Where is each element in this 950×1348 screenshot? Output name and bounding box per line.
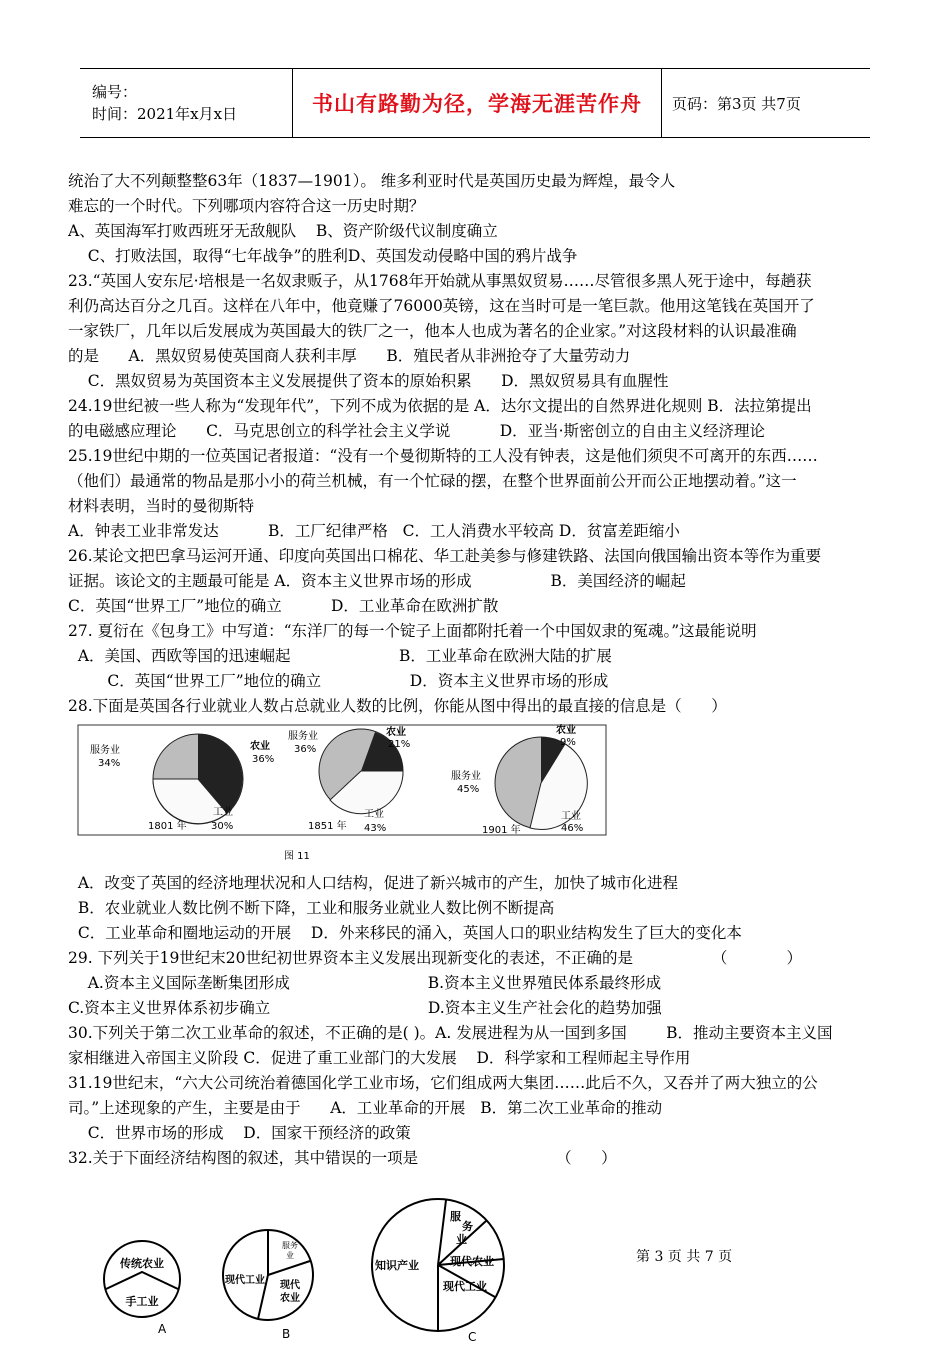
pie-1901	[451, 723, 587, 836]
text-line: 家相继进入帝国主义阶段 C．促进了重工业部门的大发展 D．科学家和工程师起主导作用	[68, 1049, 691, 1067]
structure-b-s1: 服务	[282, 1241, 298, 1250]
structure-a	[104, 1241, 180, 1336]
text-line: B．农业就业人数比例不断下降，工业和服务业就业人数比例不断提高	[68, 899, 555, 917]
text-line: C、打败法国，取得“七年战争”的胜利D、英国发动侵略中国的鸦片战争	[68, 247, 578, 265]
header-meta	[80, 69, 292, 137]
pie-1801-agri-pct: 36%	[252, 754, 275, 765]
text-line: 27. 夏衍在《包身工》中写道：“东洋厂的每一个锭子上面都附托着一个中国奴隶的冤魂。”这最能说明	[68, 622, 757, 640]
questions-block-a	[68, 169, 884, 719]
structure-c-t2: 务	[462, 1220, 473, 1233]
text-line: 24.19世纪被一些人称为“发现年代”，下列不成为依据的是 A．达尔文提出的自然界进化规则 B．法拉第提出	[68, 397, 812, 415]
pie-1801-agri-label: 农业	[250, 741, 270, 752]
pie-1901-agri-label: 农业	[556, 725, 576, 736]
text-line: 难忘的一个时代。下列哪项内容符合这一历史时期？	[68, 197, 425, 215]
text-line: C．英国“世界工厂”地位的确立 D．工业革命在欧洲扩散	[68, 597, 499, 615]
pie-1851-industry-pct: 43%	[364, 823, 387, 834]
pie-1801	[90, 734, 274, 832]
text-line: C．世界市场的形成 D．国家干预经济的政策	[68, 1124, 411, 1142]
pie-1801-services-label: 服务业	[90, 745, 120, 756]
figure-economic-structure	[100, 1193, 630, 1344]
doc-number-label: 编号：	[92, 83, 138, 101]
text-line: 的是 A．黑奴贸易使英国商人获利丰厚 B．殖民者从非洲抢夺了大量劳动力	[68, 347, 631, 365]
text-line: 29. 下列关于19世纪末20世纪初世界资本主义发展出现新变化的表述，不正确的是 （ ）	[68, 949, 802, 967]
pie-1801-year: 1801 年	[148, 821, 187, 832]
figure-caption: 图 11	[284, 851, 310, 862]
text-line: 25.19世纪中期的一位英国记者报道：“没有一个曼彻斯特的工人没有钟表，这是他们须臾不可离开的东西……	[68, 447, 818, 465]
structure-a-bottom: 手工业	[125, 1295, 159, 1308]
pie-1851-services-label: 服务业	[288, 731, 318, 742]
document-body	[68, 169, 884, 1171]
structure-c-t3: 业	[456, 1233, 467, 1246]
text-line: 一家铁厂，几年以后发展成为英国最大的铁厂之一，他本人也成为著名的企业家。”对这段材料的认识最准确	[68, 322, 797, 340]
text-line: 28.下面是英国各行业就业人数占总就业人数的比例，你能从图中得出的最直接的信息是（ ）	[68, 697, 727, 715]
text-line: C．黑奴贸易为英国资本主义发展提供了资本的原始积累 D．黑奴贸易具有血腥性	[68, 372, 669, 390]
pie-1851	[288, 725, 410, 834]
text-line: 材料表明，当时的曼彻斯特	[68, 497, 255, 515]
header-motto-cell	[292, 69, 662, 137]
text-line: A.资本主义国际垄断集团形成 B.资本主义世界殖民体系最终形成	[68, 974, 662, 992]
page-footer: 第 3 页 共 7 页	[636, 1249, 733, 1265]
structure-c-left: 知识产业	[375, 1259, 419, 1272]
text-line: 的电磁感应理论 C．马克思创立的科学社会主义学说 D．亚当·斯密创立的自由主义经济理论	[68, 422, 766, 440]
header-page-cell	[662, 69, 801, 137]
questions-block-b	[68, 871, 884, 1171]
text-line: 32.关于下面经济结构图的叙述，其中错误的一项是 （ ）	[68, 1149, 617, 1167]
structure-c-bottom: 现代工业	[443, 1280, 487, 1293]
text-line: A、英国海军打败西班牙无敌舰队 B、资产阶级代议制度确立	[68, 222, 498, 240]
pie-1801-services-pct: 34%	[98, 758, 121, 769]
structure-c-label: C	[468, 1330, 477, 1344]
structure-c-mid: 现代农业	[450, 1255, 494, 1268]
text-line: 统治了大不列颠整整63年（1837—1901）。 维多利亚时代是英国历史最为辉煌，最令人	[68, 172, 676, 190]
text-line: （他们）最通常的物品是那小小的荷兰机械，有一个忙碌的摆，在整个世界面前公开而公正地摆动着。”这一	[68, 472, 797, 490]
economic-structure-diagram	[100, 1193, 630, 1344]
text-line: A．改变了英国的经济地理状况和人口结构，促进了新兴城市的产生，加快了城市化进程	[68, 874, 679, 892]
text-line: 26.某论文把巴拿马运河开通、印度向英国出口棉花、华工赴美参与修建铁路、法国向俄国输出资本等作为重要	[68, 547, 822, 565]
pie-1851-year: 1851 年	[308, 821, 347, 832]
structure-b-right2: 农业	[280, 1293, 300, 1304]
text-line: C．工业革命和圈地运动的开展 D．外来移民的涌入，英国人口的职业结构发生了巨大的变化本	[68, 924, 742, 942]
structure-b-label: B	[282, 1327, 291, 1341]
pie-1901-services-pct: 45%	[457, 784, 480, 795]
structure-b-right1: 现代	[280, 1280, 300, 1291]
page-header	[80, 68, 870, 138]
text-line: 利仍高达百分之几百。这样在八年中，他竟赚了76000英镑，这在当时可是一笔巨款。他用这笔钱在英国开了	[68, 297, 815, 315]
header-motto: 书山有路勤为径，学海无涯苦作舟	[312, 91, 642, 116]
text-line: C．英国“世界工厂”地位的确立 D．资本主义世界市场的形成	[68, 672, 609, 690]
text-line: 司。”上述现象的产生，主要是由于 A．工业革命的开展 B．第二次工业革命的推动	[68, 1099, 663, 1117]
text-line: A．钟表工业非常发达 B．工厂纪律严格 C．工人消费水平较高 D．贫富差距缩小	[68, 522, 680, 540]
pie-1901-services-label: 服务业	[451, 771, 481, 782]
structure-a-label: A	[158, 1322, 167, 1336]
text-line: 23.“英国人安东尼·培根是一名奴隶贩子，从1768年开始就从事黑奴贸易……尽管很多黑人死于途中，每趟获	[68, 272, 812, 290]
structure-b-s1b: 业	[286, 1251, 294, 1260]
structure-a-top: 传统农业	[120, 1257, 164, 1270]
text-line: 证据。该论文的主题最可能是 A．资本主义世界市场的形成 B．美国经济的崛起	[68, 572, 686, 590]
pie-1901-industry-label: 工业	[561, 811, 581, 822]
structure-b-left: 现代工业	[225, 1275, 265, 1286]
figure-employment-pies	[68, 719, 884, 871]
structure-b	[223, 1230, 313, 1341]
pie-1901-industry-pct: 46%	[561, 823, 584, 834]
text-line: C.资本主义世界体系初步确立 D.资本主义生产社会化的趋势加强	[68, 999, 662, 1017]
structure-c	[372, 1199, 504, 1344]
structure-c-t1: 服	[450, 1210, 461, 1223]
pie-1851-agri-label: 农业	[386, 727, 406, 738]
header-page-label: 页码：第3页 共7页	[672, 94, 801, 113]
pie-1801-industry-label: 工业	[213, 807, 233, 818]
pie-1851-agri-pct: 21%	[388, 739, 411, 750]
text-line: 30.下列关于第二次工业革命的叙述，不正确的是( )。A. 发展进程为从一国到多国 B．推动主要资本主义国	[68, 1024, 833, 1042]
doc-date-label: 时间：2021年x月x日	[92, 105, 238, 123]
pie-1901-year: 1901 年	[482, 825, 521, 836]
text-line: A．美国、西欧等国的迅速崛起 B．工业革命在欧洲大陆的扩展	[68, 647, 612, 665]
pie-1851-services-pct: 36%	[294, 744, 317, 755]
text-line: 31.19世纪末，“六大公司统治着德国化学工业市场，它们组成两大集团……此后不久，又吞并了两大独立的公	[68, 1074, 818, 1092]
employment-pie-figure	[68, 719, 628, 871]
pie-1901-agri-pct: 9%	[560, 737, 576, 748]
pie-1851-industry-label: 工业	[364, 809, 384, 820]
pie-1801-industry-pct: 30%	[211, 821, 234, 832]
